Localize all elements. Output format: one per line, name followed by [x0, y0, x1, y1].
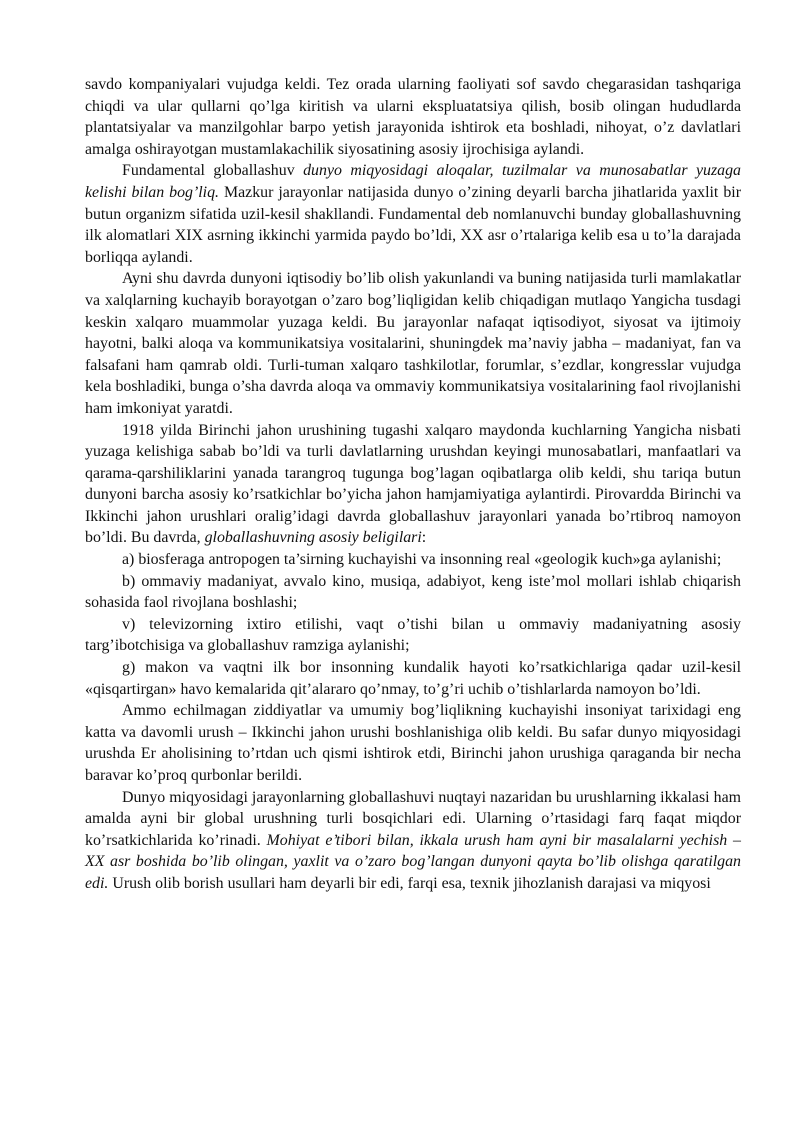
paragraph-lead-text: Fundamental globallashuv — [122, 162, 304, 180]
paragraph-ww2: Ammo echilmagan ziddiyatlar va umumiy bog’liqlikning kuchayishi insoniyat tarixidagi eng katta va davomli urush – Ikkinchi jahon urushi boshlanishiga olib keldi. Bu safar dunyo miqyosidagi urushda Er aholisining to’rtdan uch qismi ishtirok etdi, Birinchi jahon urushiga qaraganda bir necha baravar ko’proq qurbonlar berildi. — [85, 702, 741, 784]
paragraph-lead-text: Dunyo miqyosidagi jarayonlarning globallashuvi nuqtayi nazaridan bu urushlarning ikkalasi ham amalda ayni bir global urushning turli bosqichlari edi. Ularning o’rtasidagi farq faqat miqdor ko’rsatkichlarida ko’rinadi. — [85, 788, 741, 849]
paragraph-tail-text: : — [421, 529, 427, 547]
list-item-b: b) ommaviy madaniyat, avvalo kino, musiqa, adabiyot, keng iste’mol mollari ishlab chiqarish sohasida faol rivojlana boshlashi; — [85, 572, 741, 612]
paragraph-ww1-aftermath — [85, 420, 741, 550]
paragraph-economic-division: Ayni shu davrda dunyoni iqtisodiy bo’lib olish yakunlandi va buning natijasida turli mamlakatlar va xalqlarning kuchayib borayotgan o’zaro bog’liqligidan kelib chiqadigan mutlaqo Yangicha tusdagi keskin xalqaro muammolar yuzaga keldi. Bu jarayonlar nafaqat iqtisodiyot, siyosat va ijtimoiy hayotni, balki aloqa va kommunikatsiya vositalarini, shuningdek ma’naviy jabha – madaniyat, fan va falsafani ham qamrab oldi. Turli-tuman xalqaro tashkilotlar, forumlar, s’ezdlar, kongresslar vujudga kela boshladiki, bunga o’sha davrda aloqa va ommaviy kommunikatsiya vositalarining faol rivojlanishi ham imkoniyat yaratdi. — [85, 270, 741, 417]
list-item-v: v) televizorning ixtiro etilishi, vaqt o’tishi bilan u ommaviy madaniyatning asosiy targ’ibotchisiga va globallashuv ramziga aylanishi; — [85, 615, 741, 655]
paragraph-tail-text: Urush olib borish usullari ham deyarli bir edi, farqi esa, texnik jihozlanish darajasi va miqyosi — [108, 874, 711, 892]
paragraph-global-war-stages — [85, 787, 741, 895]
paragraph-tail-text: Mazkur jarayonlar natijasida dunyo o’zining deyarli barcha jihatlarida yaxlit bir butun organizm sifatida uzil-kesil shakllandi. Fundamental deb nomlanuvchi bunday globallashuvning ilk alomatlari XIX asrning ikkinchi yarmida paydo bo’ldi, XX asr o’rtalariga kelib esa u to’la darajada borliqqa aylandi. — [85, 183, 741, 266]
list-item-g: g) makon va vaqtni ilk bor insonning kundalik hayoti ko’rsatkichlariga qadar uzil-kesil «qisqartirgan» havo kemalarida qit’alararo qo’nmay, to’g’ri uchib o’tishlarlarda namoyon bo’ldi. — [85, 659, 741, 698]
paragraph-italic-text: globallashuvning asosiy beligilari — [204, 529, 422, 547]
paragraph-italic-text: Mohiyat e’tibori bilan, ikkala urush ham ayni bir masalalarni yechish – XX asr boshida bo’lib olingan, yaxlit va o’zaro bog’langan dunyoni qayta bo’lib olishga qaratilgan edi. — [85, 831, 741, 892]
document-page — [85, 74, 741, 895]
paragraph-fundamental-globalization — [85, 160, 741, 268]
paragraph-italic-text: dunyo miqyosidagi aloqalar, tuzilmalar va munosabatlar yuzaga kelishi bilan bog’liq. — [85, 162, 742, 201]
paragraph-lead-text: 1918 yilda Birinchi jahon urushining tugashi xalqaro maydonda kuchlarning Yangicha nisbati yuzaga kelishiga sabab bo’ldi va turli davlatlarning urushdan keyingi munosabatlari, manfaatlari va qarama-qarshiliklarini yanada tarangroq tugunga bog’lagan oqibatlarga olib keldi, shu tariqa butun dunyoni barcha asosiy ko’rsatkichlar bo’yicha jahon hamjamiyatiga aylantirdi. Pirovardda Birinchi va Ikkinchi jahon urushlari oralig’idagi davrda globallashuv jarayonlari yanada bo’rtibroq namoyon bo’ldi. Bu davrda, — [85, 421, 741, 547]
paragraph-colonial-trade: savdo kompaniyalari vujudga keldi. Tez orada ularning faoliyati sof savdo chegarasidan tashqariga chiqdi va ular qullarni qo’lga kiritish va ularni ekspluatatsiya qilish, bosib olingan hududlarda plantatsiyalar va manzilgohlar barpo yetish jarayonida ishtirok eta boshladi, nihoyat, o’z davlatlari amalga oshirayotgan mustamlakachilik siyosatining asosiy ijrochisiga aylandi. — [85, 76, 741, 158]
list-item-a: a) biosferaga antropogen ta’sirning kuchayishi va insonning real «geologik kuch»ga aylanishi; — [122, 551, 722, 569]
